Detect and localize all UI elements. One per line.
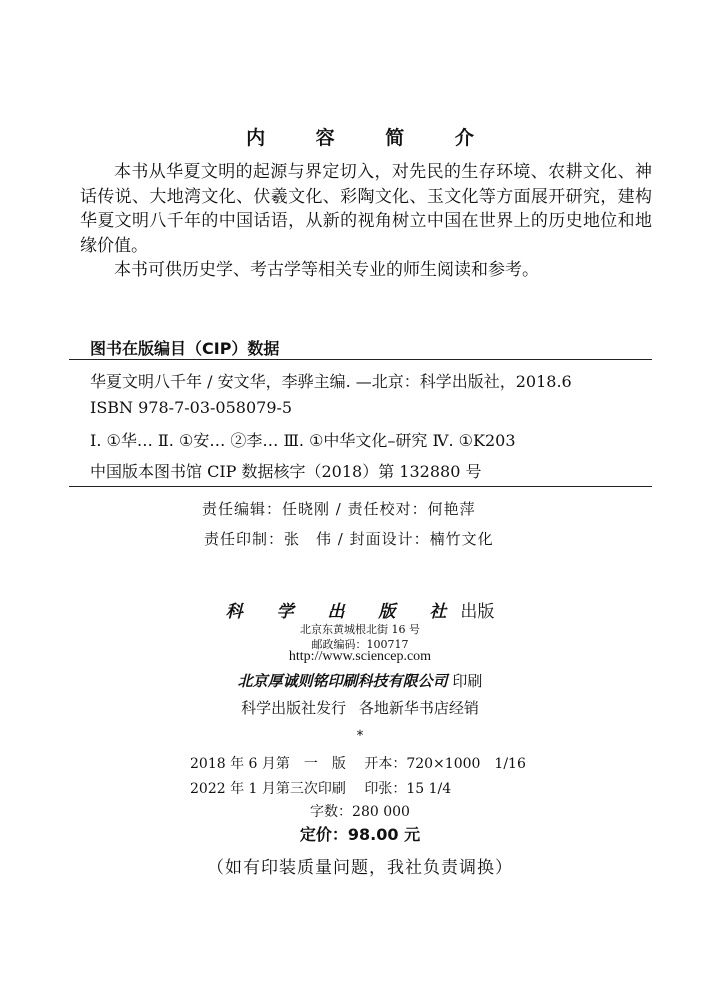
publisher-name: 科 学 出 版 社	[225, 602, 461, 622]
print-credits: 责任印制：张 伟 / 封面设计：楠竹文化	[204, 530, 494, 548]
publisher-line	[0, 597, 720, 622]
price: 定价：98.00 元	[299, 825, 421, 844]
summary-paragraph: 本书可供历史学、考古学等相关专业的师生阅读和参考。	[114, 260, 539, 280]
cip-record: 华夏文明八千年 / 安文华，李骅主编. —北京：科学出版社，2018.6	[90, 372, 572, 391]
publisher-address: 北京东黄城根北街 16 号	[300, 623, 420, 636]
distribution-line: 科学出版社发行 各地新华书店经销	[241, 699, 479, 717]
printer-suffix: 印刷	[452, 672, 483, 690]
publisher-postcode: 邮政编码：100717	[311, 638, 409, 651]
edition-line: 2018 年 6 月第 一 版 开本：720×1000 1/16	[190, 756, 526, 772]
publisher-url: http://www.sciencep.com	[288, 649, 432, 664]
cip-classification: Ⅰ. ①华… Ⅱ. ①安… ②李… Ⅲ. ①中华文化–研究 Ⅳ. ①K203	[90, 431, 516, 450]
separator-star: *	[356, 728, 364, 744]
printing-line: 2022 年 1 月第三次印刷 印张：15 1/4	[190, 781, 452, 797]
cip-verification: 中国版本图书馆 CIP 数据核字（2018）第 132880 号	[90, 462, 482, 481]
cip-top-rule	[69, 359, 652, 360]
summary-title: 内 容 简 介	[246, 127, 496, 149]
quality-notice: （如有印装质量问题，我社负责调换）	[207, 858, 513, 878]
summary-paragraph: 本书从华夏文明的起源与界定切入，对先民的生存环境、农耕文化、神话传说、大地湾文化、伏羲文化、彩陶文化、玉文化等方面展开研究，建构华夏文明八千年的中国话语，从新的视角树立中国在世界上的历史地位和地缘价值。	[80, 162, 652, 256]
word-count: 字数：280 000	[310, 804, 410, 820]
summary-body	[80, 160, 652, 283]
cip-bottom-rule	[69, 486, 652, 487]
cip-heading: 图书在版编目（CIP）数据	[90, 339, 280, 358]
publisher-suffix: 出版	[460, 602, 495, 622]
editor-credits: 责任编辑：任晓刚 / 责任校对：何艳萍	[202, 500, 476, 518]
cip-isbn: ISBN 978-7-03-058079-5	[90, 398, 293, 417]
printer-line	[0, 670, 720, 691]
printer-name: 北京厚诚则铭印刷科技有限公司	[237, 672, 448, 690]
